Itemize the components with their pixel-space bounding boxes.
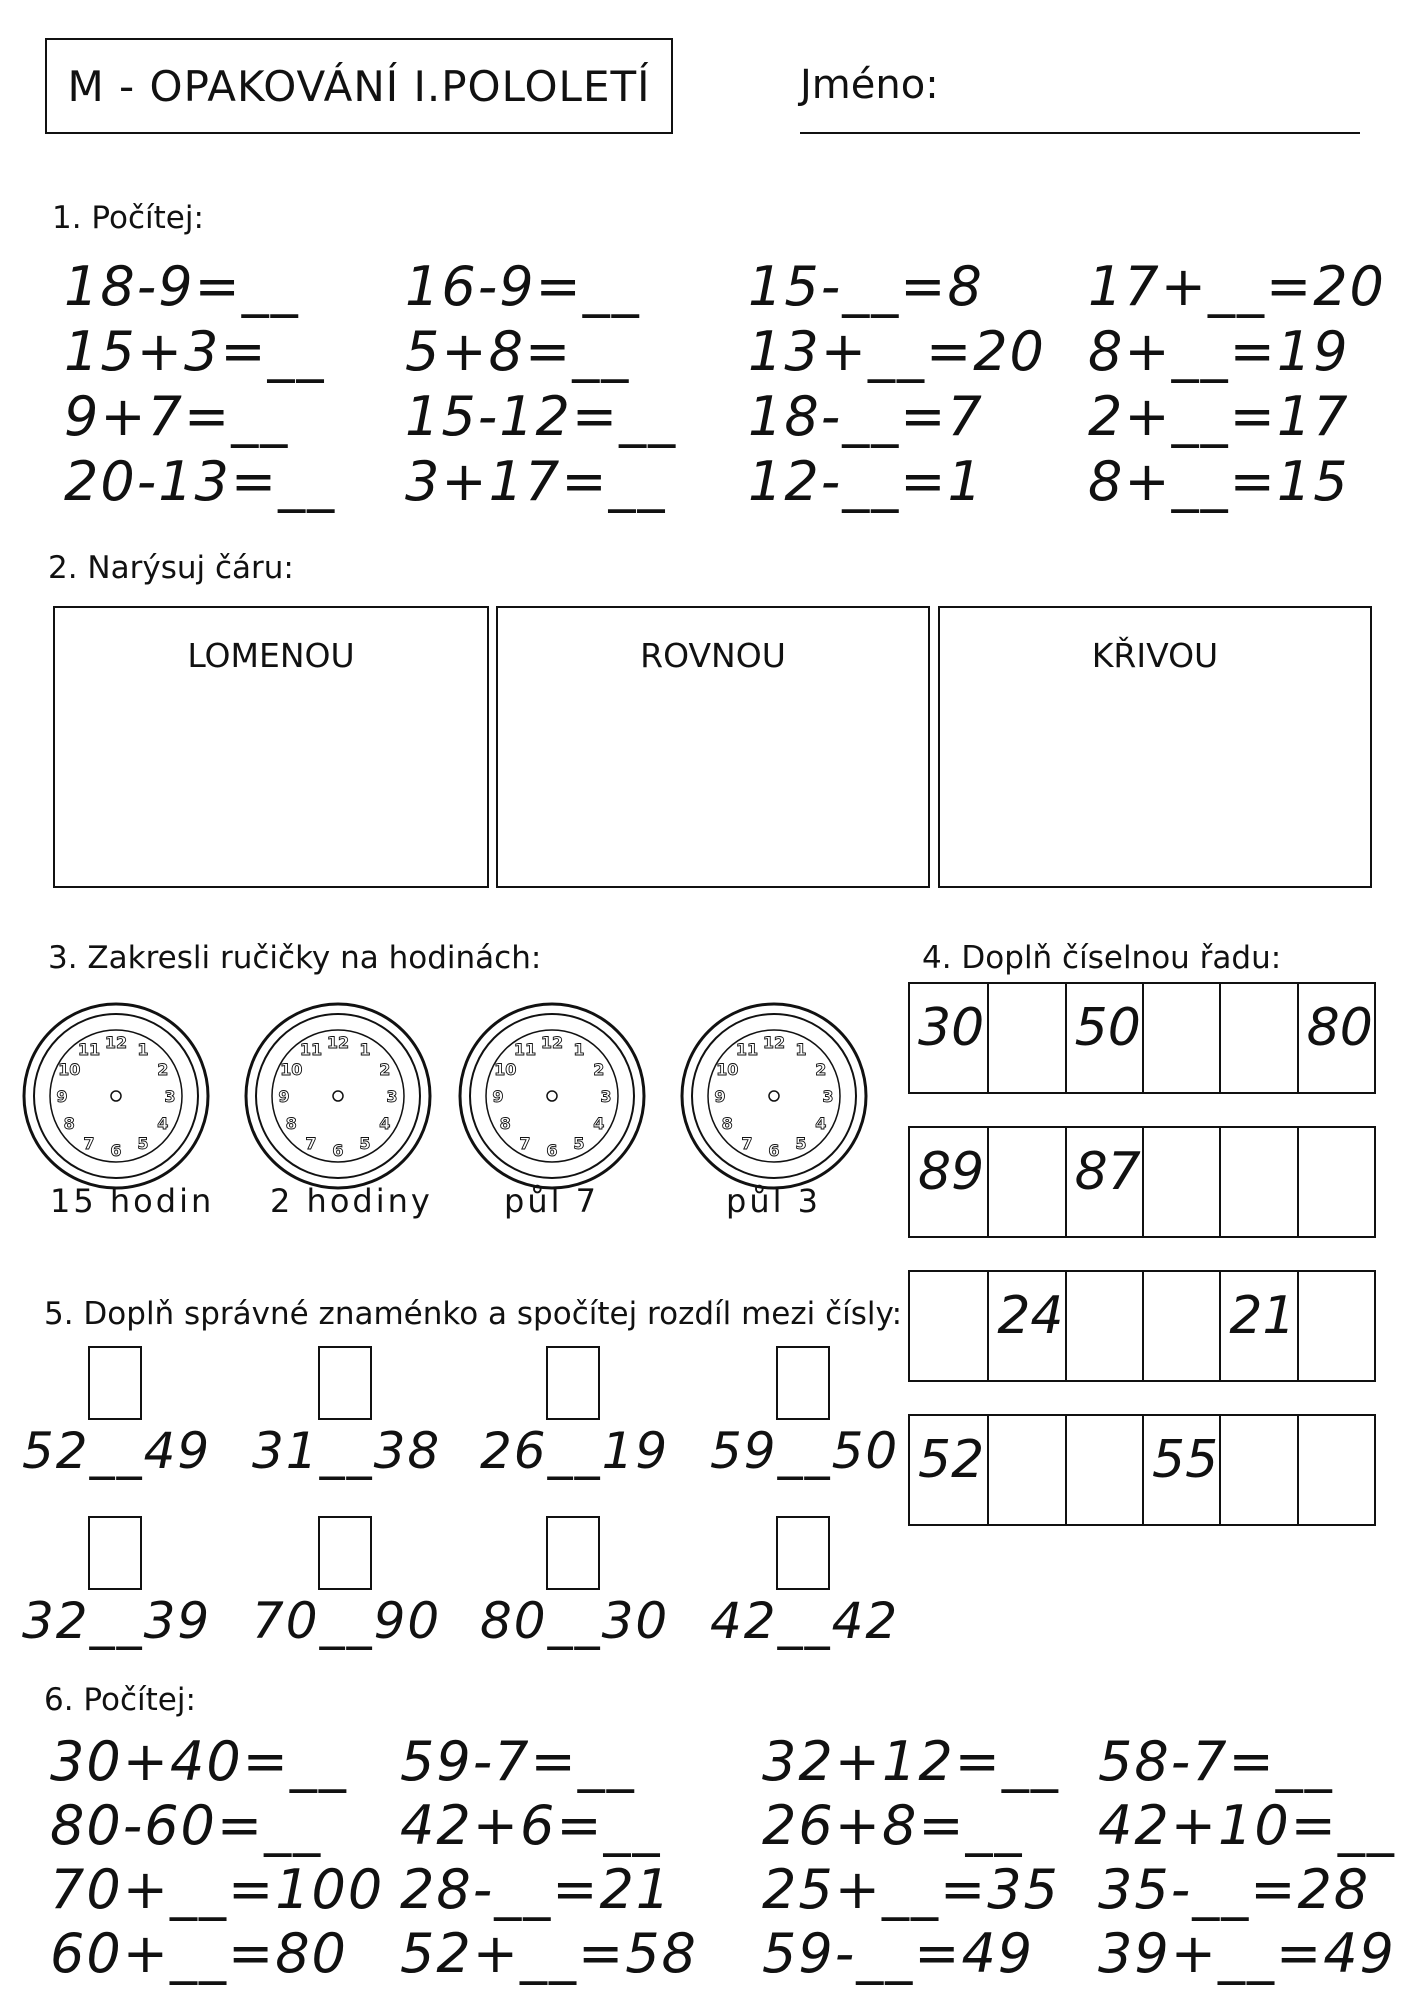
clock-number: 7 [519, 1133, 531, 1153]
clock-number: 4 [157, 1114, 169, 1133]
sequence-cell[interactable] [1297, 1416, 1374, 1524]
compare-right-number: 49 [143, 1422, 212, 1480]
compare-pair: 59__50 [710, 1422, 900, 1480]
task1-expr: 18-9=__ [64, 255, 300, 318]
clock-number: 7 [305, 1133, 317, 1153]
clock-number: 12 [762, 1033, 786, 1052]
draw-box-label: LOMENOU [187, 636, 355, 675]
draw-box-krivou[interactable] [938, 606, 1372, 888]
task6-expr: 59-__=49 [762, 1922, 1035, 1985]
task6-expr: 32+12=__ [762, 1730, 1060, 1793]
clock-number: 4 [593, 1114, 605, 1133]
sequence-cell[interactable] [987, 984, 1064, 1092]
sequence-cell[interactable] [1142, 1272, 1219, 1380]
task6-expr: 30+40=__ [50, 1730, 348, 1793]
sequence-cell[interactable]: 55 [1142, 1416, 1219, 1524]
clock-number: 3 [822, 1087, 834, 1106]
compare-right-number: 30 [601, 1592, 670, 1650]
task6-expr: 70+__=100 [50, 1858, 385, 1921]
sequence-cell[interactable] [910, 1272, 987, 1380]
number-sequence-row [908, 1414, 1376, 1526]
clock-number: 6 [768, 1141, 780, 1160]
sign-box[interactable] [776, 1516, 830, 1590]
task1-expr: 15+3=__ [64, 320, 326, 383]
clock-number: 1 [573, 1040, 585, 1060]
clock-number: 2 [379, 1060, 391, 1079]
clock-number: 8 [285, 1114, 297, 1133]
task1-expr: 8+__=15 [1088, 450, 1350, 513]
clock-number: 10 [58, 1060, 81, 1079]
sign-box[interactable] [88, 1516, 142, 1590]
compare-left-number: 80 [480, 1592, 548, 1650]
compare-pair: 32__39 [22, 1592, 212, 1650]
compare-left-number: 59 [710, 1422, 778, 1480]
task6-expr: 58-7=__ [1098, 1730, 1334, 1793]
sequence-cell[interactable]: 89 [918, 1142, 985, 1202]
task6-expr: 42+10=__ [1098, 1794, 1396, 1857]
task1-heading: 1. Počítej: [52, 200, 204, 236]
number-sequence-row [908, 982, 1376, 1094]
draw-box-label: KŘIVOU [1091, 636, 1219, 675]
task4-heading: 4. Doplň číselnou řadu: [922, 940, 1282, 976]
task6-expr: 80-60=__ [50, 1794, 323, 1857]
compare-left-number: 31 [252, 1422, 320, 1480]
clock-number: 7 [741, 1133, 753, 1153]
clock-number: 10 [494, 1060, 517, 1079]
task1-expr: 13+__=20 [748, 320, 1046, 383]
clock-number: 10 [716, 1060, 739, 1079]
clock-caption: 15 hodin [50, 1182, 215, 1220]
compare-left-number: 26 [480, 1422, 548, 1480]
draw-box-label: ROVNOU [640, 636, 786, 675]
clock-number: 8 [499, 1114, 511, 1133]
task6-expr: 26+8=__ [762, 1794, 1024, 1857]
clock-number: 2 [593, 1060, 605, 1079]
task1-expr: 15-__=8 [748, 255, 984, 318]
clock-number: 11 [735, 1040, 759, 1060]
compare-right-number: 42 [831, 1592, 900, 1650]
task3-heading: 3. Zakresli ručičky na hodinách: [48, 940, 542, 976]
name-label: Jméno: [800, 62, 939, 108]
worksheet-title: M - OPAKOVÁNÍ I.POLOLETÍ [45, 38, 673, 134]
sequence-cell[interactable]: 50 [1065, 984, 1142, 1092]
clock-face-icon[interactable] [456, 1000, 648, 1192]
clock-number: 1 [359, 1040, 371, 1060]
sign-box[interactable] [318, 1346, 372, 1420]
clock-number: 8 [721, 1114, 733, 1133]
task1-expr: 3+17=__ [405, 450, 667, 513]
clock-caption: půl 7 [504, 1182, 600, 1220]
clock-number: 10 [280, 1060, 303, 1079]
compare-right-number: 38 [373, 1422, 442, 1480]
sequence-cell[interactable] [1297, 1128, 1374, 1236]
clock-number: 11 [513, 1040, 537, 1060]
task1-expr: 17+__=20 [1088, 255, 1386, 318]
task6-expr: 59-7=__ [400, 1730, 636, 1793]
clock-number: 1 [137, 1040, 149, 1060]
sequence-cell[interactable] [987, 1416, 1064, 1524]
task1-expr: 2+__=17 [1088, 385, 1350, 448]
sequence-cell[interactable] [1065, 1272, 1142, 1380]
task6-expr: 60+__=80 [50, 1922, 348, 1985]
clock-number: 7 [83, 1133, 95, 1153]
compare-left-number: 42 [710, 1592, 778, 1650]
clock-number: 11 [299, 1040, 323, 1060]
sequence-cell[interactable] [1065, 1416, 1142, 1524]
compare-pair: 31__38 [252, 1422, 442, 1480]
compare-pair: 80__30 [480, 1592, 670, 1650]
task6-expr: 39+__=49 [1098, 1922, 1396, 1985]
clock-face-icon[interactable] [678, 1000, 870, 1192]
clock-number: 12 [104, 1033, 128, 1052]
compare-pair: 52__49 [22, 1422, 212, 1480]
sequence-cell[interactable] [1219, 1416, 1296, 1524]
task6-expr: 42+6=__ [400, 1794, 662, 1857]
clock-number: 6 [332, 1141, 344, 1160]
clock-number: 2 [815, 1060, 827, 1079]
clock-face-icon[interactable] [242, 1000, 434, 1192]
sequence-cell[interactable] [1142, 984, 1219, 1092]
clock-number: 6 [110, 1141, 122, 1160]
sign-box[interactable] [318, 1516, 372, 1590]
task6-expr: 35-__=28 [1098, 1858, 1371, 1921]
compare-left-number: 52 [22, 1422, 90, 1480]
sequence-cell[interactable] [987, 1128, 1064, 1236]
clock-center-dot [547, 1091, 557, 1101]
clock-number: 5 [573, 1133, 585, 1153]
compare-left-number: 32 [22, 1592, 90, 1650]
task1-expr: 15-12=__ [405, 385, 678, 448]
clock-center-dot [111, 1091, 121, 1101]
clock-number: 9 [714, 1087, 726, 1106]
sequence-cell[interactable] [1219, 1128, 1296, 1236]
sequence-cell[interactable]: 24 [987, 1272, 1064, 1380]
clock-number: 11 [77, 1040, 101, 1060]
compare-pair: 70__90 [252, 1592, 442, 1650]
name-input-line[interactable] [800, 132, 1360, 134]
task1-expr: 9+7=__ [64, 385, 290, 448]
clock-number: 8 [63, 1114, 75, 1133]
clock-caption: půl 3 [726, 1182, 822, 1220]
clock-face-icon[interactable] [20, 1000, 212, 1192]
number-sequence-row [908, 1126, 1376, 1238]
clock-number: 9 [492, 1087, 504, 1106]
clock-number: 3 [386, 1087, 398, 1106]
clock-number: 5 [795, 1133, 807, 1153]
clock-number: 1 [795, 1040, 807, 1060]
task1-expr: 12-__=1 [748, 450, 984, 513]
clock-number: 6 [546, 1141, 558, 1160]
clock-number: 9 [278, 1087, 290, 1106]
compare-pair: 42__42 [710, 1592, 900, 1650]
sequence-cell[interactable] [1219, 984, 1296, 1092]
sequence-cell[interactable] [1297, 1272, 1374, 1380]
sequence-cell[interactable]: 52 [918, 1430, 985, 1490]
clock-number: 9 [56, 1087, 68, 1106]
task1-expr: 8+__=19 [1088, 320, 1350, 383]
task2-heading: 2. Narýsuj čáru: [48, 550, 294, 586]
sequence-cell[interactable] [1142, 1128, 1219, 1236]
clock-number: 5 [359, 1133, 371, 1153]
compare-right-number: 19 [601, 1422, 670, 1480]
task6-expr: 52+__=58 [400, 1922, 698, 1985]
compare-pair: 26__19 [480, 1422, 670, 1480]
task6-heading: 6. Počítej: [44, 1682, 196, 1718]
task6-expr: 25+__=35 [762, 1858, 1060, 1921]
sign-box[interactable] [776, 1346, 830, 1420]
clock-number: 12 [540, 1033, 564, 1052]
task6-expr: 28-__=21 [400, 1858, 673, 1921]
draw-box-lomenou[interactable] [53, 606, 489, 888]
task1-expr: 18-__=7 [748, 385, 984, 448]
sequence-cell[interactable]: 87 [1065, 1128, 1142, 1236]
draw-box-rovnou[interactable] [496, 606, 930, 888]
number-sequence-row [908, 1270, 1376, 1382]
compare-right-number: 90 [373, 1592, 442, 1650]
clock-number: 4 [815, 1114, 827, 1133]
sign-box[interactable] [546, 1516, 600, 1590]
task1-expr: 16-9=__ [405, 255, 641, 318]
task1-expr: 20-13=__ [64, 450, 337, 513]
clock-number: 3 [164, 1087, 176, 1106]
clock-caption: 2 hodiny [270, 1182, 433, 1220]
clock-number: 2 [157, 1060, 169, 1079]
clock-number: 5 [137, 1133, 149, 1153]
sign-box[interactable] [88, 1346, 142, 1420]
sign-box[interactable] [546, 1346, 600, 1420]
task5-heading: 5. Doplň správné znaménko a spočítej rozdíl mezi čísly: [44, 1296, 903, 1332]
clock-number: 4 [379, 1114, 391, 1133]
clock-center-dot [333, 1091, 343, 1101]
clock-number: 3 [600, 1087, 612, 1106]
task1-expr: 5+8=__ [405, 320, 631, 383]
sequence-cell[interactable]: 21 [1219, 1272, 1296, 1380]
sequence-cell[interactable]: 80 [1297, 984, 1374, 1092]
compare-right-number: 39 [143, 1592, 212, 1650]
clock-number: 12 [326, 1033, 350, 1052]
sequence-cell[interactable]: 30 [918, 998, 985, 1058]
clock-center-dot [769, 1091, 779, 1101]
compare-left-number: 70 [252, 1592, 320, 1650]
compare-right-number: 50 [831, 1422, 900, 1480]
